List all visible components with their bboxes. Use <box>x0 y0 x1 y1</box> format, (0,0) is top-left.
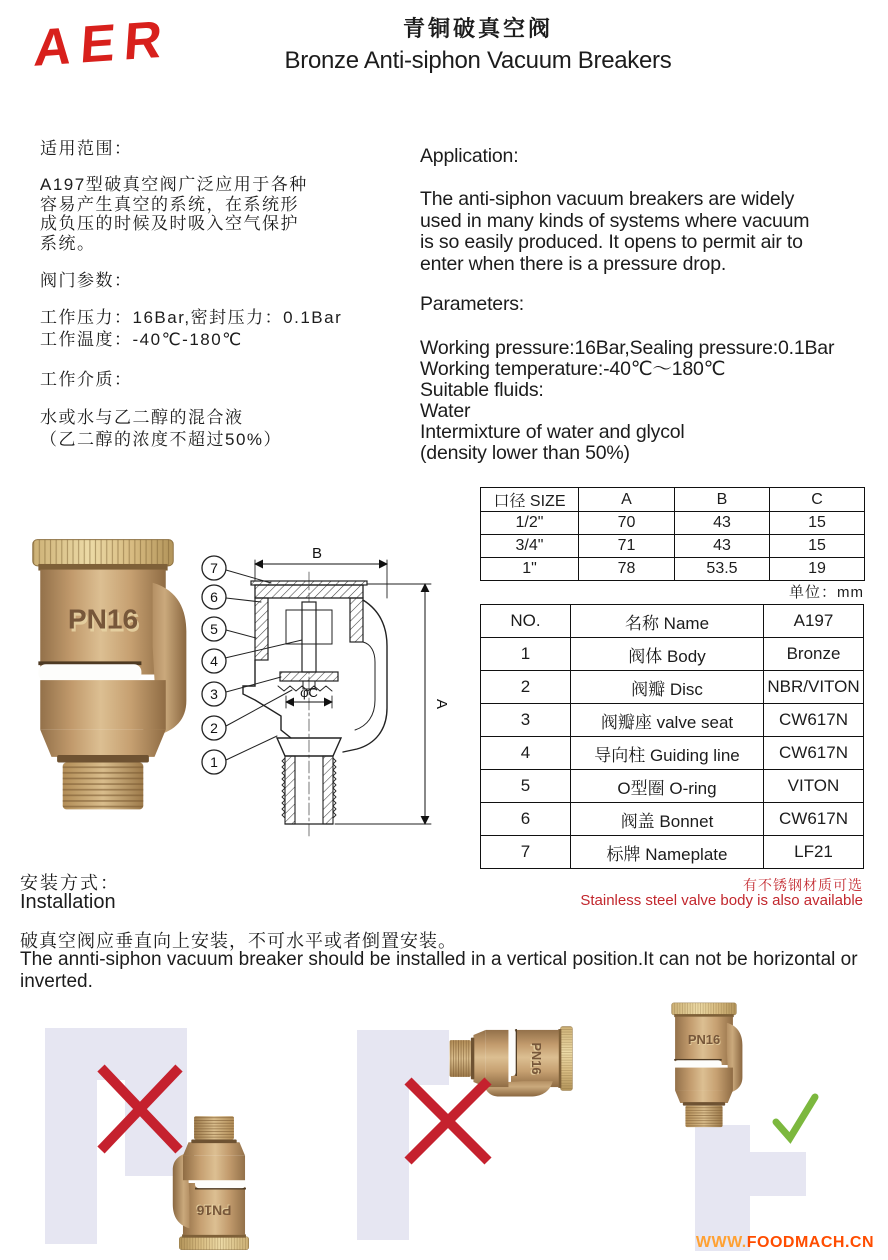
table-cell: VITON <box>764 770 864 803</box>
table-cell: CW617N <box>764 737 864 770</box>
page-title-en: Bronze Anti-siphon Vacuum Breakers <box>284 47 672 74</box>
table-cell: 3/4" <box>481 535 579 558</box>
callout-3: 3 <box>210 686 218 702</box>
table-row <box>481 535 865 558</box>
text-line: The anti-siphon vacuum breakers are widely <box>420 188 795 210</box>
brand-logo: AER <box>32 10 173 78</box>
callout-7: 7 <box>210 560 218 576</box>
media-heading-zh: 工作介质： <box>40 370 133 389</box>
table-cell: 53.5 <box>675 558 770 581</box>
dimension-b-label: B <box>311 545 323 562</box>
table-cell: 阀瓣座 valve seat <box>571 704 764 737</box>
table-cell: 1/2" <box>481 512 579 535</box>
table-row <box>481 770 864 803</box>
table-header-cell: A <box>579 488 675 512</box>
table-header-cell: C <box>770 488 865 512</box>
params-body-zh <box>40 307 420 351</box>
text-line: Intermixture of water and glycol <box>420 421 685 443</box>
scope-heading-zh: 适用范围： <box>40 139 133 158</box>
callout-5: 5 <box>210 621 218 637</box>
table-cell: 15 <box>770 535 865 558</box>
table-header-cell: B <box>675 488 770 512</box>
text-line: (density lower than 50%) <box>420 442 630 464</box>
text-line: 容易产生真空的系统，在系统形 <box>40 194 299 214</box>
table-cell: 15 <box>770 512 865 535</box>
text-line: 成负压的时候及时吸入空气保护 <box>40 214 299 233</box>
table-cell: 78 <box>579 558 675 581</box>
installation-heading-zh: 安装方式： <box>20 873 120 893</box>
pipe-shape <box>695 1125 750 1251</box>
valve-upright-example <box>663 1000 745 1130</box>
installation-heading-en: Installation <box>20 891 116 913</box>
table-cell: 阀盖 Bonnet <box>571 803 764 836</box>
table-cell: 阀体 Body <box>571 638 764 671</box>
dimension-c-label: φC <box>300 685 318 700</box>
text-line: Working pressure:16Bar,Sealing pressure:0.1Bar <box>420 337 835 359</box>
table-cell: 阀瓣 Disc <box>571 671 764 704</box>
table-cell: Bronze <box>764 638 864 671</box>
text-line: 工作温度：-40℃-180℃ <box>40 330 243 349</box>
text-line: 水或水与乙二醇的混合液 <box>40 408 244 427</box>
watermark <box>696 1234 874 1252</box>
watermark-main: FOODMACH.CN <box>746 1234 874 1251</box>
scope-body-zh <box>40 175 410 253</box>
table-cell: 5 <box>481 770 571 803</box>
table-cell: 43 <box>675 512 770 535</box>
text-line: Suitable fluids: <box>420 379 544 401</box>
installation-body-zh: 破真空阀应垂直向上安装，不可水平或者倒置安装。 <box>20 931 457 951</box>
unit-note: 单位：mm <box>789 584 864 601</box>
text-line: enter when there is a pressure drop. <box>420 252 727 275</box>
text-line: A197型破真空阀广泛应用于各种 <box>40 175 308 194</box>
params-heading-zh: 阀门参数： <box>40 271 133 290</box>
table-cell: LF21 <box>764 836 864 869</box>
callout-1: 1 <box>210 754 218 770</box>
table-row <box>481 704 864 737</box>
application-heading: Application: <box>420 145 519 167</box>
correct-check-icon <box>770 1092 820 1144</box>
text-line: used in many kinds of systems where vacuum <box>420 209 810 232</box>
wrong-cross-icon <box>402 1075 494 1167</box>
text-line: is so easily produced. It opens to permit air to <box>420 231 803 253</box>
callout-2: 2 <box>210 720 218 736</box>
application-body <box>420 189 885 275</box>
table-header-cell: NO. <box>481 605 571 638</box>
stainless-note-zh: 有不锈钢材质可选 <box>743 877 863 893</box>
table-cell: 43 <box>675 535 770 558</box>
text-line: Water <box>420 400 471 422</box>
table-cell: NBR/VITON <box>764 671 864 704</box>
table-row <box>481 737 864 770</box>
pipe-shape <box>750 1152 806 1196</box>
parameters-body <box>420 338 888 464</box>
callout-4: 4 <box>210 653 218 669</box>
watermark-prefix: WWW. <box>695 1234 747 1251</box>
parameters-heading: Parameters: <box>420 293 525 315</box>
table-cell: CW617N <box>764 803 864 836</box>
table-cell: 19 <box>770 558 865 581</box>
text-line: 系统。 <box>40 233 96 253</box>
table-cell: 4 <box>481 737 571 770</box>
valve-product-photo <box>14 534 192 815</box>
table-cell: 71 <box>579 535 675 558</box>
callout-6: 6 <box>210 589 218 605</box>
media-body-zh <box>40 407 420 451</box>
drawing-callouts <box>202 556 226 774</box>
table-cell: 导向柱 Guiding line <box>571 737 764 770</box>
page-title-zh: 青铜破真空阀 <box>402 16 553 41</box>
table-cell: 1 <box>481 638 571 671</box>
table-cell: 70 <box>579 512 675 535</box>
table-row <box>481 671 864 704</box>
table-row <box>481 558 865 581</box>
text-line: Working temperature:-40℃～180℃ <box>420 358 726 380</box>
text-line: 工作压力：16Bar,密封压力：0.1Bar <box>40 308 343 327</box>
table-row <box>481 836 864 869</box>
table-cell: 2 <box>481 671 571 704</box>
table-cell: 7 <box>481 836 571 869</box>
stainless-note-en: Stainless steel valve body is also available <box>580 892 863 909</box>
parts-table <box>480 604 864 869</box>
wrong-cross-icon <box>95 1062 185 1156</box>
dimension-a-label: A <box>433 698 450 710</box>
size-table <box>480 487 865 581</box>
installation-body-en: The annti-siphon vacuum breaker should be installed in a vertical position.It can not be horizontal or inverted. <box>20 949 858 992</box>
table-cell: 3 <box>481 704 571 737</box>
table-cell: 标牌 Nameplate <box>571 836 764 869</box>
technical-drawing <box>185 540 480 840</box>
table-header-row <box>481 605 864 638</box>
table-cell: CW617N <box>764 704 864 737</box>
table-row <box>481 803 864 836</box>
table-cell: 6 <box>481 803 571 836</box>
table-header-cell: A197 <box>764 605 864 638</box>
text-line: （乙二醇的浓度不超过50%） <box>40 430 283 449</box>
table-row <box>481 512 865 535</box>
table-cell: O型圈 O-ring <box>571 770 764 803</box>
table-header-row <box>481 488 865 512</box>
table-row <box>481 638 864 671</box>
table-cell: 1" <box>481 558 579 581</box>
table-header-cell: 名称 Name <box>571 605 764 638</box>
table-header-cell: 口径 SIZE <box>481 488 579 512</box>
page-header <box>68 12 888 75</box>
